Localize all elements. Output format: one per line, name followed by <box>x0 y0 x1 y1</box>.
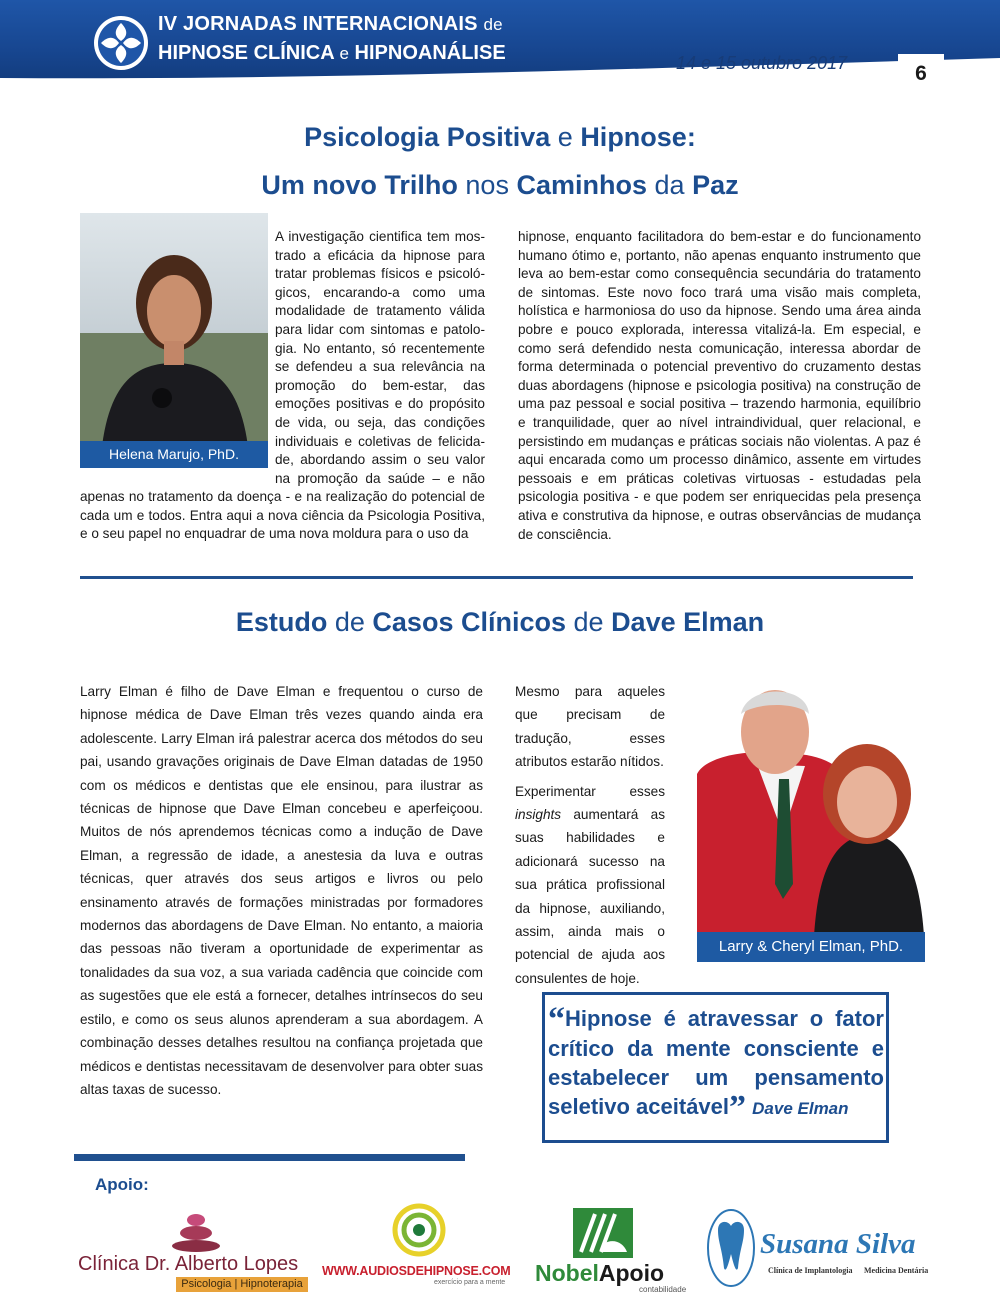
article1-col1-line: na promoção da saúde – e não <box>275 470 485 486</box>
article2-col2-para1: Mesmo para aqueles que precisam de tradução, esses atributos estarão nítidos. <box>515 684 665 770</box>
article1-col1-line: tratar problemas físicos e psicoló- <box>275 266 485 282</box>
elman-photo-caption: Larry & Cheryl Elman, PhD. <box>697 932 925 962</box>
article1-col1-line: para lidar com sintomas e patolo- <box>275 321 485 337</box>
footer-rule <box>74 1154 465 1161</box>
sponsor-nobel-logo <box>535 1208 695 1294</box>
article1-col1-line: trado a eficácia da hipnose para <box>275 247 485 263</box>
susana-name: Susana Silva <box>760 1228 916 1260</box>
nobel-name: NobelApoio <box>535 1260 665 1286</box>
header-title-line1: IV JORNADAS INTERNACIONAIS de <box>158 13 503 35</box>
sponsor-audios-logo <box>322 1200 516 1288</box>
spiral-icon <box>392 1200 446 1260</box>
article1-col1-line: se defendeu a sua relevância na <box>275 359 485 375</box>
sponsor-clinica-logo <box>78 1212 310 1292</box>
elman-couple-photo <box>697 684 925 960</box>
nobel-emblem-icon <box>573 1208 633 1258</box>
susana-subtitle-b: Medicina Dentária <box>864 1266 929 1275</box>
article2-col2-para2: Experimentar esses insights aumentará as suas habilidades e adicionará sucesso na sua prática profissional da hipnose, auxiliando, assim, ainda mais o potencial de ajuda aos consulentes de hoje. <box>515 783 665 986</box>
clinica-subtitle: Psicologia | Hipnoterapia <box>176 1277 308 1292</box>
article1-col1-line: gia. No entanto, só recentemente <box>275 340 485 356</box>
stones-icon <box>166 1212 226 1252</box>
audios-name: WWW.AUDIOSDEHIPNOSE.COM <box>322 1264 511 1278</box>
audios-subtitle: exercício para a mente <box>434 1279 506 1286</box>
susana-subtitle-a: Clínica de Implantologia <box>768 1266 853 1275</box>
helena-photo-caption: Helena Marujo, PhD. <box>80 441 268 468</box>
article1-column2: hipnose, enquanto facilitadora do bem-estar e do funcionamento humano ótimo e, portanto, não apenas enquanto instrumento que leva ao bem-estar como consequência secundária do tratamento de sintomas. Este novo foco trará uma visão mais completa, holística e harmoniosa do uso da hipnose. Sendo uma área ainda pobre e pouco explorada, interessa vitalizá-la. Em especial, e como será defendido nesta comunicação, interessa abordar de forma determinada o potencial preventivo do cruzamento destas duas abordagens (hipnose e psicologia positiva) na construção de uma paz pessoal e social positiva – trazendo harmonia, equilíbrio e tranquilidade, quer ao nível intraindividual, quer relacional, e persistindo em mudanças e práticas sociais não violentas. A paz é aqui encarada como um processo dinâmico, assente em virtudes pessoais e em práticas coletivas virtuosas - estudadas pela psicologia positiva - e que podem ser enriquecidas pela presença ativa e construtiva da hipnose, e outras observâncias de mudança de consciência. <box>518 229 921 542</box>
article2-title: Estudo de Casos Clínicos de Dave Elman <box>235 607 765 637</box>
page-number: 6 <box>898 54 944 90</box>
article1-col1-line: A investigação cientifica tem mos- <box>275 229 485 244</box>
article1-col1-line: gicos, encarando-a como uma <box>275 284 485 300</box>
article1-column1-wrap <box>275 228 485 488</box>
sponsor-susana-logo <box>706 1208 928 1294</box>
article1-column1-tail: apenas no tratamento da doença - e na realização do potencial de cada um e todos. Entra aqui a nova ciência da Psicologia Positiva, e o seu papel no enquadrar de uma nova moldura para o uso da <box>80 489 485 542</box>
article1-col1-line: promoção do bem-estar, das <box>275 377 485 393</box>
article1-col1-line: modalidade de tratamento válida <box>275 303 485 319</box>
article2-column1: Larry Elman é filho de Dave Elman e frequentou o curso de hipnose médica de Dave Elman três vezes quando ainda era adolescente. Larry Elman irá palestrar acerca dos métodos do seu pai, usando gravações originais de Dave Elman datadas de 1950 com os médicos e dentistas que ele ensinou, para ilustrar as técnicas de hipnose que Dave Elman concebeu e aperfeiçoou. Muitos de nós aprendemos técnicas como a indução de Dave Elman, a regressão de idade, a anestesia da luva e outras técnicas, quer através dos seus artigos e livros ou pelo ensinamento através de formações ministradas por formadores modernos das abordagens de Dave Elman. No entanto, a maioria das pessoas não tiveram a oportunidade de experimentar as tonalidades da sua voz, a sua variada cadência que coincide com as sugestões que ele está a fornecer, detalhes intrínsecos do seu estilo, e como os seus alunos aprenderam a sua abordagem. A combinação desses detalhes resultou na confiança projetada que médicos e dentistas necessitavam de desenvolver para obter suas altas taxas de sucesso. <box>80 684 483 1097</box>
quote-text: “Hipnose é atravessar o fator crítico da mente consciente e estabelecer um pensamento seletivo aceitável” Dave Elman <box>548 1001 884 1126</box>
article1-col1-line: individuais e coletivas de felicida- <box>275 433 485 449</box>
article2-column2 <box>515 680 665 990</box>
event-date: 14 e 15 outubro 2017 <box>676 53 848 73</box>
quote-author: Dave Elman <box>752 1099 849 1118</box>
helena-marujo-photo <box>80 213 268 468</box>
article1-title-line1: Psicologia Positiva e Hipnose: <box>304 122 696 152</box>
header-title-line2: HIPNOSE CLÍNICA e HIPNOANÁLISE <box>158 42 506 64</box>
clinica-name: Clínica Dr. Alberto Lopes <box>78 1253 299 1275</box>
nobel-subtitle: contabilidade <box>639 1285 687 1294</box>
article1-col1-line: de, abordando assim o seu valor <box>275 452 485 468</box>
article1-col1-line: de vida, ou seja, das condições <box>275 414 485 430</box>
section-divider <box>80 576 913 579</box>
article1-title-line2: Um novo Trilho nos Caminhos da Paz <box>261 170 739 200</box>
sponsors-label: Apoio: <box>95 1175 149 1194</box>
tooth-icon <box>706 1208 756 1288</box>
event-logo-icon <box>92 14 150 72</box>
article1-col1-line: emoções positivas e do propósito <box>275 396 485 412</box>
